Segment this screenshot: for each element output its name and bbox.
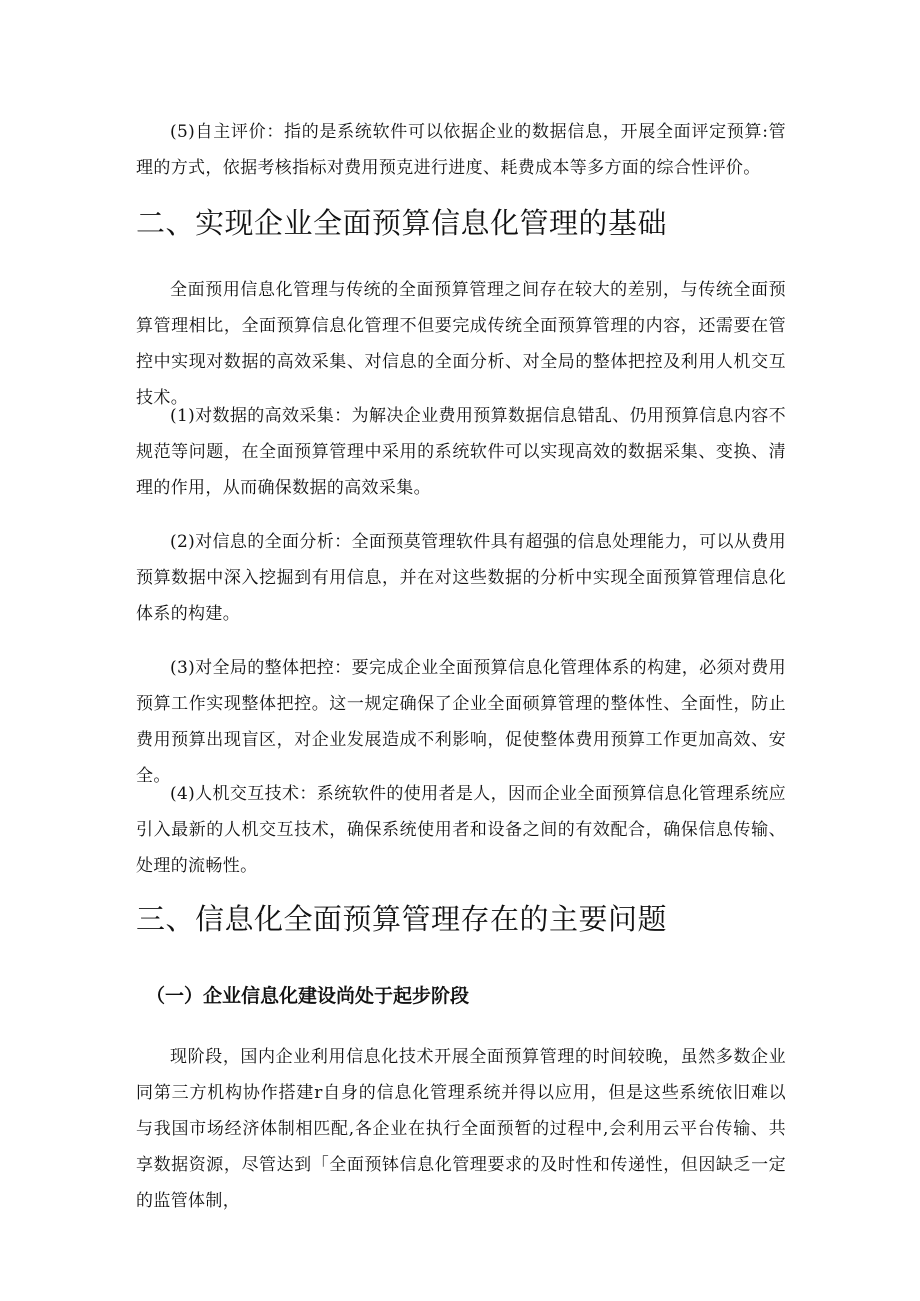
paragraph-item-1: (1)对数据的高效采集：为解决企业费用预算数据信息错乱、仍用预算信息内容不规范等问题，在全面预算管理中采用的系统软件可以实现高效的数据采集、变换、清理的作用，从而确保数据的高效采集。	[136, 406, 786, 498]
paragraph-item-2: (2)对信息的全面分析：全面预莫管理软件具有超强的信息处理能力，可以从费用预算数据中深入挖掘到有用信息，并在对这些数据的分析中实现全面预算管理信息化体系的构建。	[136, 532, 786, 624]
subsection-heading-1: （一）企业信息化建设尚处于起步阶段	[146, 985, 470, 1007]
section-heading-2: 二、实现企业全面预算信息化管理的基础	[136, 206, 668, 240]
section-heading-3: 三、信息化全面预算管理存在的主要问题	[136, 902, 668, 936]
paragraph-intro: 全面预用信息化管理与传统的全面预算管理之间存在较大的差别，与传统全面预算管理相比，全面预算信息化管理不但要完成传统全面预算管理的内容，还需要在管控中实现对数据的高效采集、对信息的全面分析、对全局的整体把控及利用人机交互技术。	[136, 280, 786, 408]
paragraph-self-evaluation: (5)自主评价：指的是系统软件可以依据企业的数据信息，开展全面评定预算:管理的方式，依据考核指标对费用预克进行进度、耗费成本等多方面的综合性评价。	[136, 122, 786, 178]
paragraph-item-3: (3)对全局的整体把控：要完成企业全面预算信息化管理体系的构建，必须对费用预算工作实现整体把控。这一规定确保了企业全面硕算管理的整体性、全面性，防止费用预算出现盲区，对企业发展造成不利影响，促使整体费用预算工作更加高效、安全。	[136, 658, 786, 786]
paragraph-current-stage: 现阶段，国内企业利用信息化技术开展全面预算管理的时间较晚，虽然多数企业同第三方机构协作搭建r自身的信息化管理系统并得以应用，但是这些系统依旧难以与我国市场经济体制相匹配,各企业在执行全面预暂的过程中,会利用云平台传输、共享数据资源，尽管达到「全面预钵信息化管理要求的及时性和传递性，但因缺乏一定的监管体制，	[136, 1047, 786, 1211]
paragraph-item-4: (4)人机交互技术：系统软件的使用者是人，因而企业全面预算信息化管理系统应引入最新的人机交互技术，确保系统使用者和设备之间的有效配合，确保信息传输、处理的流畅性。	[136, 784, 786, 876]
